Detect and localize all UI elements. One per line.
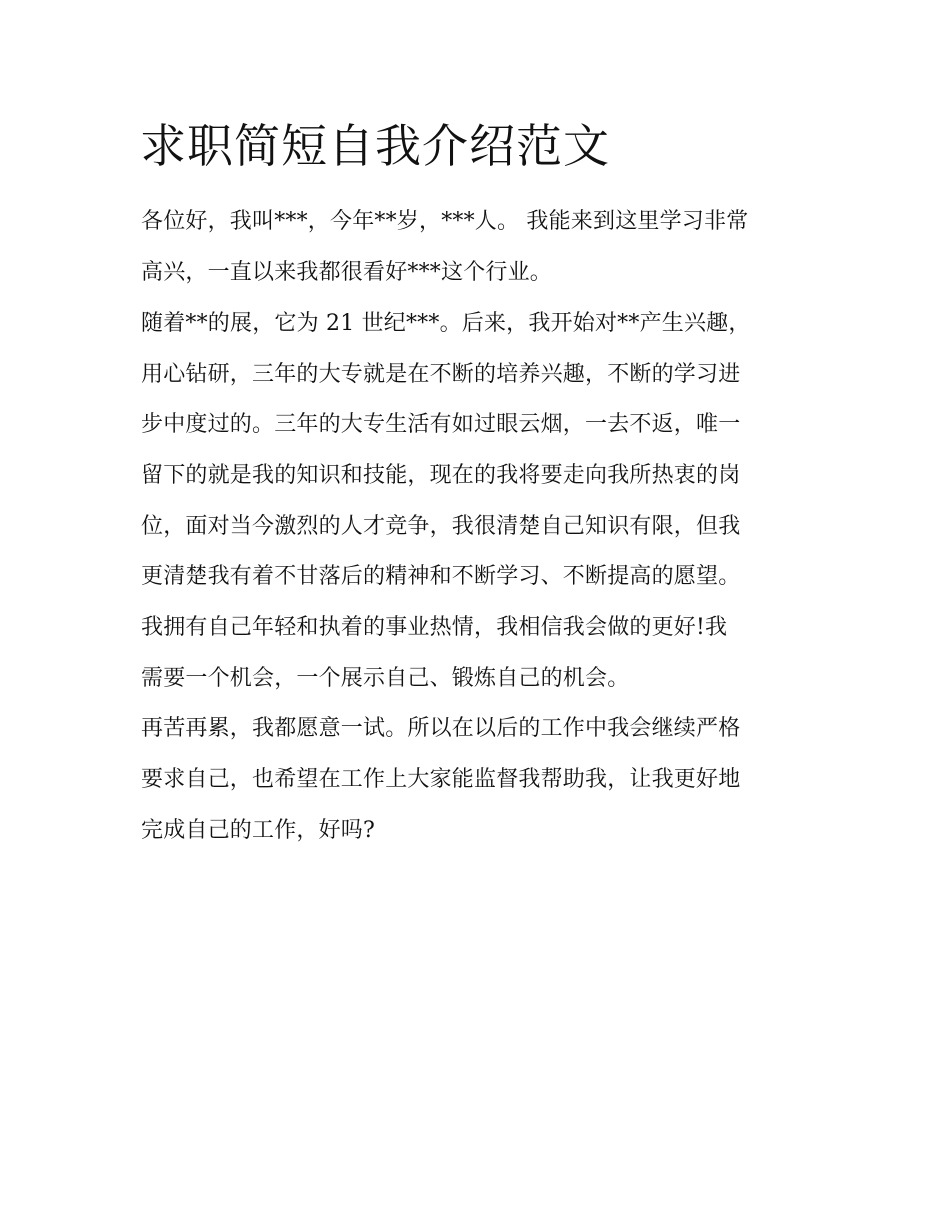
body-line-10: 需要一个机会，一个展示自己、锻炼自己的机会。 [141, 666, 630, 691]
body-line-13: 完成自己的工作，好吗? [141, 818, 375, 843]
body-line-9: 我拥有自己年轻和执着的事业热情，我相信我会做的更好!我 [141, 615, 728, 640]
body-line-12: 要求自己，也希望在工作上大家能监督我帮助我，让我更好地 [141, 767, 741, 792]
body-line-3: 随着**的展，它为 21 世纪***。后来，我开始对**产生兴趣， [141, 311, 751, 336]
body-line-4: 用心钻研，三年的大专就是在不断的培养兴趣，不断的学习进 [141, 362, 741, 387]
page-title: 求职简短自我介绍范文 [140, 119, 610, 173]
body-line-6: 留下的就是我的知识和技能，现在的我将要走向我所热衷的岗 [141, 463, 741, 488]
body-line-5: 步中度过的。三年的大专生活有如过眼云烟，一去不返，唯一 [141, 412, 741, 437]
body-line-1: 各位好，我叫***，今年**岁，***人。 我能来到这里学习非常 [141, 209, 749, 234]
body-line-7: 位，面对当今激烈的人才竞争，我很清楚自己知识有限，但我 [141, 514, 741, 539]
body-line-8: 更清楚我有着不甘落后的精神和不断学习、不断提高的愿望。 [141, 564, 741, 589]
body-line-11: 再苦再累，我都愿意一试。所以在以后的工作中我会继续严格 [141, 716, 741, 741]
body-line-2: 高兴，一直以来我都很看好***这个行业。 [141, 260, 553, 285]
